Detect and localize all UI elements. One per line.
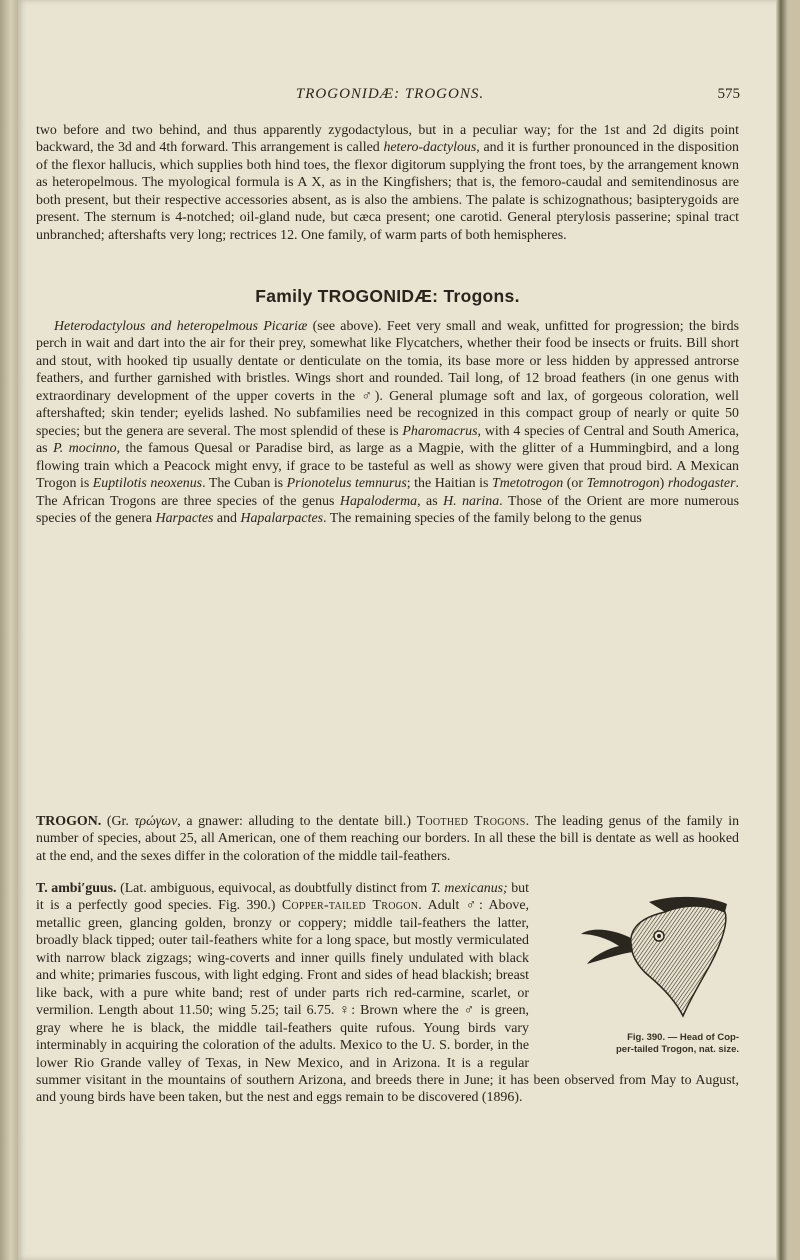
species-name: Prionotelus temnurus (286, 476, 407, 492)
book-spine (0, 0, 18, 1260)
page-edge (776, 0, 788, 1260)
male-symbol: ♂ (361, 388, 375, 404)
family-text: . The remaining species of the family belong to the genus (323, 510, 642, 526)
species-name: T. mexicanus; (430, 881, 508, 896)
male-symbol: ♂ (463, 1003, 476, 1019)
intro-term: hetero-dactylous (383, 140, 477, 156)
common-name: Copper-tailed Trogon. (281, 898, 423, 914)
figure-390 (539, 884, 739, 1056)
paragraph-species-ambiguus (36, 880, 739, 1107)
genus-name: Hapaloderma (339, 493, 418, 509)
species-text: : Brown where the (351, 1003, 464, 1019)
genus-name: Hapalarpactes (240, 510, 324, 526)
genus-text: , a gnawer: alluding to the dentate bill.) (177, 814, 417, 829)
genus-text: (Gr. (101, 814, 135, 829)
genus-name: Pharomacrus (402, 423, 478, 439)
species-name: H. narina (443, 493, 500, 509)
family-text: , with 4 species of Central and South America, as (36, 423, 739, 457)
paragraph-intro (36, 122, 739, 244)
family-text: , the famous Quesal or Paradise bird, as large as a Magpie, with the glitter of a Hummingbird, and a long flowing train which a Peacock might envy, if grace to be tasteful as well as showy were given that proud bird. A Mexican Trogon is (36, 441, 740, 492)
species-name: Tmetotrogon (491, 476, 564, 492)
figure-caption (539, 1032, 739, 1056)
page-number: 575 (717, 86, 740, 102)
family-text: (see above). Feet very small and weak, unfitted for progression; the birds perch in wait and dart into the air for their prey, somewhat like Flycatchers, whether their food be insects or fruits. Bill short and stout, with hooked tip usually dentate or denticulate on the tomia, its base more or less hidden by appressed antrorse feathers, and further garnished with bristles. Wings short and rounded. Tail long, of 12 broad feathers (in one genus with extraordinary development of the upper coverts in the (36, 319, 739, 404)
genus-heading: TROGON. (36, 814, 102, 829)
intro-text: two before and two behind, and thus apparently zygodactylous, but in a peculiar way; for the 1st and 2d digits point backward, the 3d and 4th forward. This arrangement is called (36, 123, 739, 156)
species-text: is green, gray where he is black, the middle tail-feathers quite rufous. Young birds vary interminably in acquiring the coloration of the adults. Mexico to the U. S. border, in the lower Rio Grande valley of Texas, in New Mexico, and in Arizona. It is a regular summer visitant in the mountains of southern Arizona, and breeds there in June; it has been observed from May to August, and young birds have been taken, but the nest and eggs remain to be discovered (1896). (36, 1003, 739, 1106)
species-text: : Above, metallic green, glancing golden, bronzy or coppery; middle tail-feathers the latter, broadly black tipped; outer tail-feathers white for a long space, but mostly vermiculated with narrow black zigzags; wing-coverts and inner quills finely undulated with black and white; primaries fuscous, with light edging. Front and sides of head blackish; breast like back, with a pure white band; rest of under parts rich red-carmine, scarlet, or vermilion. Length about 11.50; wing 5.25; tail 6.75. (36, 898, 529, 1019)
running-title: TROGONIDÆ: TROGONS. (295, 86, 485, 102)
greek-word: τρώγων (134, 814, 178, 829)
species-heading: T. ambi′guus. (36, 881, 117, 896)
common-name: Toothed Trogons. (416, 814, 530, 829)
family-heading: Family TROGONIDÆ: Trogons. (255, 286, 520, 306)
family-text: ; the Haitian is (406, 476, 492, 492)
species-text: (Lat. ambiguous, equivocal, as doubtfully distinct from (116, 881, 431, 896)
family-lead: Heterodactylous and heteropelmous Picariæ (54, 319, 308, 334)
intro-text-rest: , and it is further pronounced in the disposition of the flexor hallucis, which supplies both hind toes, the flexor digitorum supplying the front toes, by the arrangement known as heteropelmous. The myological formula is A X, as in the Kingfishers; that is, the femoro-caudal and semitendinosus are both present, but their respective accessories absent, as is also the ambiens. The palate is schizognathous; basipterygoids are present. The sternum is 4-notched; oil-gland nude, but cæca present; one carotid. General pterylosis passerine; spinal tract unbranched; aftershafts very long; rectrices 12. One family, of warm parts of both hemispheres. (36, 140, 739, 243)
family-text: , as (417, 493, 444, 509)
paragraph-family-description (36, 318, 739, 527)
female-symbol: ♀ (339, 1003, 352, 1019)
family-text: . The African Trogons are three species of the genus (36, 476, 739, 509)
caption-line: Fig. 390. — Head of Cop- (627, 1032, 739, 1043)
species-name: Temnotrogon (586, 476, 660, 492)
genus-text: The leading genus of the family in number of species, about 25, all American, one of them reaching our borders. In all these the bill is dentate as well as hooked at the end, and the sexes differ in the coloration of the middle tail-feathers. (36, 814, 740, 864)
trogon-head-illustration (579, 890, 729, 1018)
family-text: ) (659, 476, 668, 492)
family-text: (or (563, 476, 587, 492)
caption-line: per-tailed Trogon, nat. size. (616, 1044, 739, 1055)
species-text: Adult (422, 898, 466, 914)
family-text: ). General plumage soft and lax, of gorgeous coloration, well aftershafted; skin tender; eyelids lashed. No subfamilies need be recognized in this compact group of nearly or quite 50 species; but the genera are several. The most splendid of these is (36, 388, 739, 439)
family-text: . The Cuban is (202, 476, 287, 492)
species-name: Euptilotis neoxenus (92, 476, 203, 492)
paragraph-genus-trogon (36, 813, 739, 865)
family-text: and (213, 510, 241, 526)
species-name: rhodogaster (667, 476, 736, 492)
running-header (40, 86, 740, 108)
male-symbol: ♂ (465, 898, 480, 914)
genus-name: Harpactes (155, 510, 214, 526)
family-text: . Those of the Orient are more numerous species of the genera (36, 493, 739, 526)
species-name: P. mocinno (53, 441, 117, 457)
species-text: but it is a perfectly good species. Fig. 390.) (36, 881, 529, 914)
